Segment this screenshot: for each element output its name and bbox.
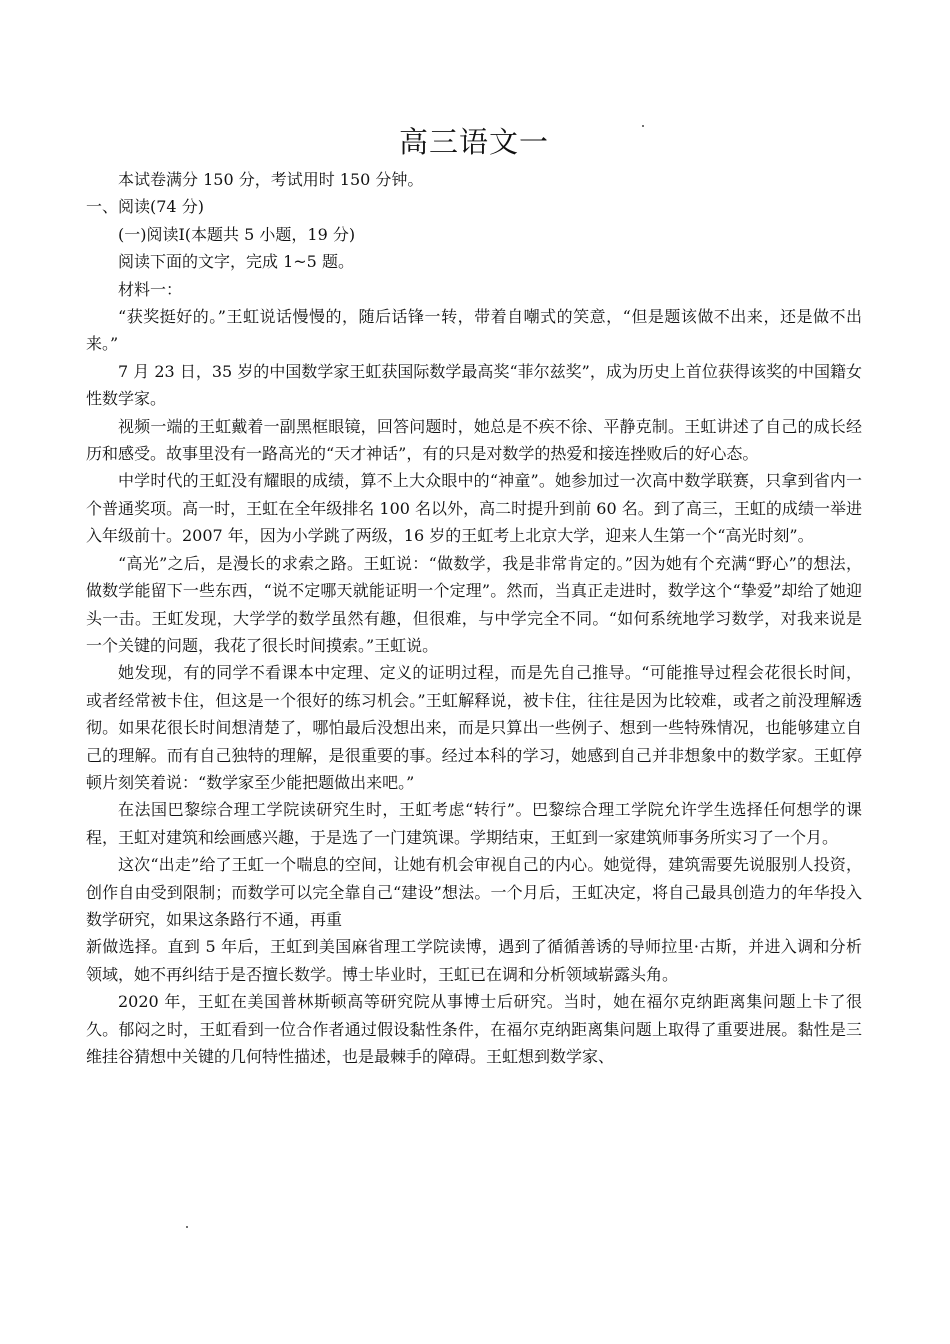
body-paragraph: 2020 年，王虹在美国普林斯顿高等研究院从事博士后研究。当时，她在福尔克纳距离集问题上卡了很久。郁闷之时，王虹看到一位合作者通过假设黏性条件，在福尔克纳距离集问题上取得了重要进展。黏性是三维挂谷猜想中关键的几何特性描述，也是最棘手的障碍。王虹想到数学家、: [86, 992, 862, 1066]
body-paragraph: 这次“出走”给了王虹一个喘息的空间，让她有机会审视自己的内心。她觉得，建筑需要先说服别人投资，创作自由受到限制；而数学可以完全靠自己“建设”想法。一个月后，王虹决定，将自己最具创造力的年华投入数学研究，如果这条路行不通，再重: [86, 855, 862, 929]
material-label: 材料一：: [118, 279, 183, 299]
body-paragraph: “获奖挺好的。”王虹说话慢慢的，随后话锋一转，带着自嘲式的笑意，“但是题该做不出来，还是做不出来。”: [86, 307, 862, 354]
body-paragraph: 视频一端的王虹戴着一副黑框眼镜，回答问题时，她总是不疾不徐、平静克制。王虹讲述了自己的成长经历和感受。故事里没有一路高光的“天才神话”，有的只是对数学的热爱和接连挫败后的好心态。: [86, 416, 862, 464]
body-paragraph: 新做选择。直到 5 年后，王虹到美国麻省理工学院读博，遇到了循循善诱的导师拉里·古斯，并进入调和分析领域，她不再纠结于是否擅长数学。博士毕业时，王虹已在调和分析领域崭露头角。: [86, 937, 862, 984]
exam-info: 本试卷满分 150 分，考试用时 150 分钟。: [118, 170, 424, 189]
exam-body: [86, 166, 862, 1070]
scan-speck: [642, 125, 644, 127]
instruction-text: 阅读下面的文字，完成 1~5 题。: [118, 252, 354, 272]
subsection-heading: (一)阅读Ⅰ(本题共 5 小题，19 分): [118, 224, 356, 244]
scan-speck: [186, 1226, 188, 1228]
body-paragraph: “高光”之后，是漫长的求索之路。王虹说：“做数学，我是非常肯定的。”因为她有个充满“野心”的想法，做数学能留下一些东西，“说不定哪天就能证明一个定理”。然而，当真正走进时，数学这个“挚爱”却给了她迎头一击。王虹发现，大学学的数学虽然有趣，但很难，与中学完全不同。“如何系统地学习数学，对我来说是一个关键的问题，我花了很长时间摸索。”王虹说。: [86, 553, 862, 655]
body-paragraph: 在法国巴黎综合理工学院读研究生时，王虹考虑“转行”。巴黎综合理工学院允许学生选择任何想学的课程，王虹对建筑和绘画感兴趣，于是选了一门建筑课。学期结束，王虹到一家建筑师事务所实习了一个月。: [86, 800, 862, 847]
body-paragraph: 7 月 23 日，35 岁的中国数学家王虹获国际数学最高奖“菲尔兹奖”，成为历史上首位获得该奖的中国籍女性数学家。: [86, 361, 862, 409]
body-paragraph: 中学时代的王虹没有耀眼的成绩，算不上大众眼中的“神童”。她参加过一次高中数学联赛，只拿到省内一个普通奖项。高一时，王虹在全年级排名 100 名以外，高二时提升到前 60 名。到了高三，王虹的成绩一举进入年级前十。2007 年，因为小学跳了两级，16 岁的王虹考上北京大学，迎来人生第一个“高光时刻”。: [86, 471, 862, 546]
body-paragraph: 她发现，有的同学不看课本中定理、定义的证明过程，而是先自己推导。“可能推导过程会花很长时间，或者经常被卡住，但这是一个很好的练习机会。”王虹解释说，被卡住，往往是因为比较难，或者之前没理解透彻。如果花很长时间想清楚了，哪怕最后没想出来，而是只算出一些例子、想到一些特殊情况，也能够建立自己的理解。而有自己独特的理解，是很重要的事。经过本科的学习，她感到自己并非想象中的数学家。王虹停顿片刻笑着说：“数学家至少能把题做出来吧。”: [86, 663, 862, 792]
section-heading: 一、阅读(74 分): [86, 197, 204, 217]
page-title: 高三语文一: [398, 125, 549, 159]
